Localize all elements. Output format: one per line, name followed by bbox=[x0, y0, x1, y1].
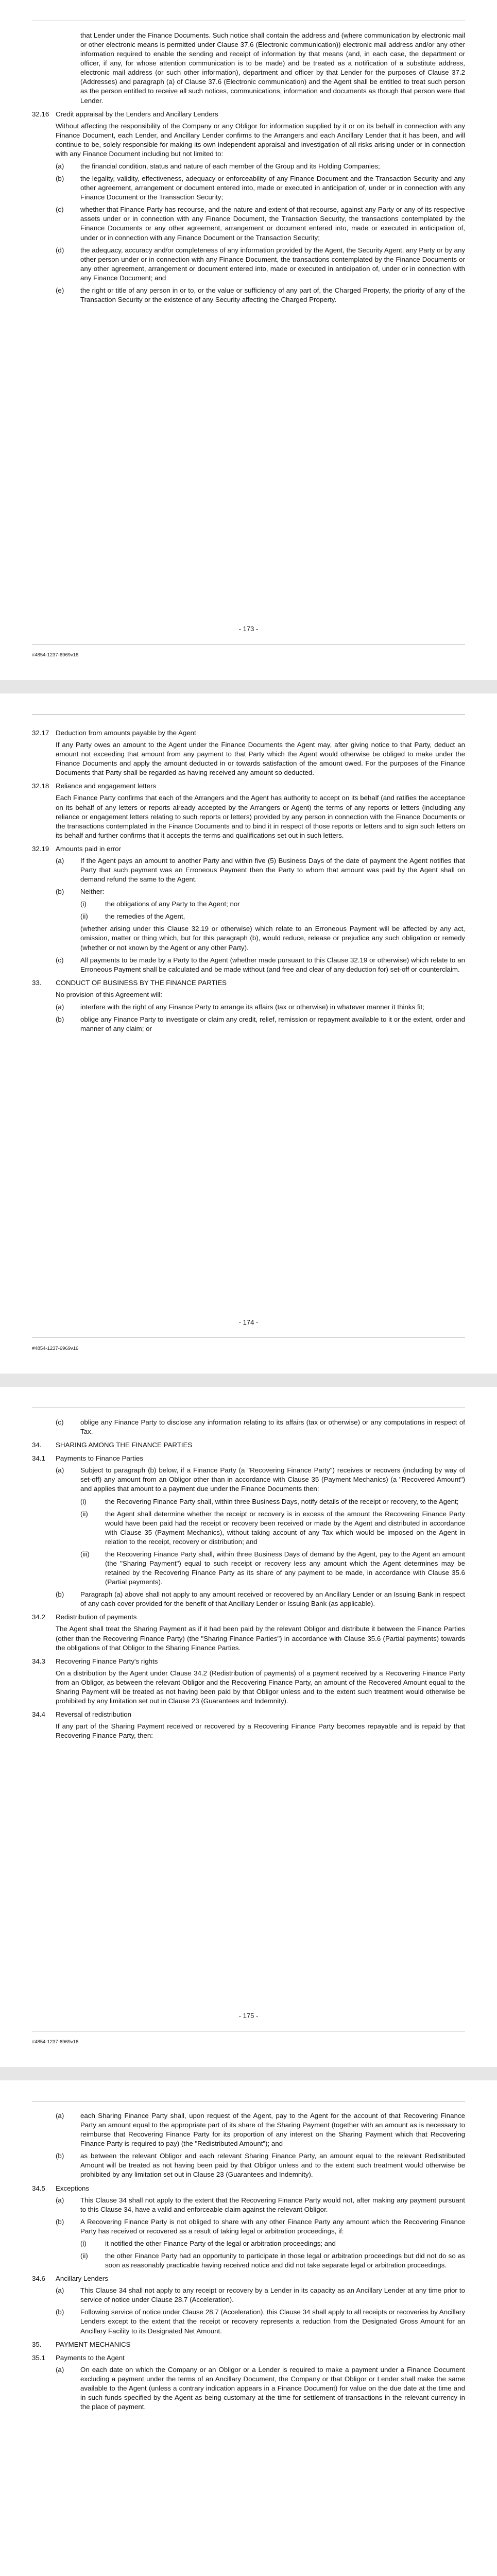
list-item: (b) the legality, validity, effectiveness, adequacy or enforceability of any Finance Document and the Transaction Security and any other agreement, arrangement or document entered into, made or executed in anticipation of, under or in connection with any Finance Document or the Transaction Security; bbox=[56, 175, 465, 201]
list-item: (b) as between the relevant Obligor and each relevant Sharing Finance Party, an amount equal to the relevant Redistributed Amount will be treated as not having been paid by that Obligor unless and to the extent such treatment would otherwise be prohibited by any limitation set out in Clause 23 (Guarantees and Indemnity). bbox=[56, 2152, 465, 2179]
clause-heading-32-19: 32.19 Amounts paid in error bbox=[32, 844, 122, 853]
list-item: (b) Following service of notice under Clause 28.7 (Acceleration), this Clause 34 shall apply to all receipts or recoveries by Ancillary Lenders except to the extent that the receipt or recovery represents a reduction from the Designated Gross Amount for an Ancillary Facility to its Designated Net Amount. bbox=[56, 2308, 465, 2335]
list-item: (a) If the Agent pays an amount to another Party and within five (5) Business Days of the date of payment the Agent notifies that Party that such payment was an Erroneous Payment then the Party to whom that amount was paid by the Agent shall on demand refund the same to the Agent. bbox=[56, 856, 465, 884]
continuation-paragraph: (whether arising under this Clause 32.19 or otherwise) which relate to an Erroneous Payment will be affected by any act, omission, matter or thing which, but for this paragraph (b), would reduce, release or prejudice any such obligation or remedy (whether or not known by the Agent or any other Party). bbox=[80, 925, 465, 952]
clause-heading-34-6: 34.6 Ancillary Lenders bbox=[32, 2275, 108, 2283]
list-item: (b) oblige any Finance Party to investigate or claim any credit, relief, remission or repayment available to it or the extent, order and manner of any claim; or bbox=[56, 1015, 465, 1033]
document-reference: #4854-1237-6969v16 bbox=[32, 652, 79, 658]
page-gap bbox=[0, 1374, 497, 1387]
list-item: (d) the adequacy, accuracy and/or completeness of any information provided by the Agent, the Security Agent, any Party or by any other person under or in connection with any Finance Document, the transactions contemplated by the Finance Documents or any other agreement, arrangement or document entered into, made or executed in anticipation of, under or in connection with any Finance Document; and bbox=[56, 246, 465, 282]
page-number: - 175 - bbox=[238, 2012, 259, 2020]
page-173 bbox=[0, 0, 497, 680]
page-content bbox=[32, 2111, 465, 2415]
sub-list-item: (i) the obligations of any Party to the Agent; nor bbox=[80, 900, 240, 908]
page-gap bbox=[0, 680, 497, 693]
sub-list-item: (ii) the other Finance Party had an opportunity to participate in those legal or arbitration proceedings but did not do so as soon as reasonably practicable having received notice and did not take separate legal or arbitration proceedings. bbox=[80, 2252, 465, 2269]
list-item: (a) On each date on which the Company or an Obligor or a Lender is required to make a payment under a Finance Document excluding a payment under the terms of an Ancillary Document, the Company or that Obligor or Lender shall make the same available to the Agent (unless a contrary indication appears in a Finance Document) for value on the due date at the time and in such funds specified by the Agent as being customary at the time for settlement of transactions in the relevant currency in the place of payment. bbox=[56, 2365, 465, 2411]
list-item: (a) each Sharing Finance Party shall, upon request of the Agent, pay to the Agent for the account of that Recovering Finance Party an amount equal to the appropriate part of its share of the Sharing Payment (together with an amount as is necessary to reimburse that Recovering Finance Party for its proportion of any interest on the Sharing Payment which that Recovering Finance Party is required to pay) (the "Redistributed Amount"); and bbox=[56, 2112, 465, 2148]
clause-paragraph: The Agent shall treat the Sharing Payment as if it had been paid by the relevant Obligor and distribute it between the Finance Parties (other than the Recovering Finance Party) (the "Sharing Finance Parties") in accordance with Clause 35.6 (Partial payments) towards the obligations of that Obligor to the Sharing Finance Parties. bbox=[56, 1625, 465, 1652]
page-bottom-rule bbox=[32, 1337, 465, 1338]
clause-heading-34-5: 34.5 Exceptions bbox=[32, 2184, 90, 2192]
list-item: (c) All payments to be made by a Party to the Agent (whether made pursuant to this Clause 32.19 or otherwise) which relate to an Erroneous Payment shall be calculated and be made without (and free and clear of any deduction for) set-off or counterclaim. bbox=[56, 956, 465, 973]
page-top-rule bbox=[32, 2101, 465, 2102]
sub-list-item: (ii) the Agent shall determine whether the receipt or recovery is in excess of the amount the Recovering Finance Party would have been paid had the receipt or recovery been received or made by the Agent and distributed in accordance with Clause 35 (Payment Mechanics), without taking account of any Tax which would be imposed on the Agent in relation to the receipt, recovery or distribution; and bbox=[80, 1510, 465, 1546]
list-item: (a) interfere with the right of any Finance Party to arrange its affairs (tax or otherwise) in whatever manner it thinks fit; bbox=[56, 1003, 424, 1011]
clause-heading-34-4: 34.4 Reversal of redistribution bbox=[32, 1710, 132, 1719]
clause-paragraph: Without affecting the responsibility of the Company or any Obligor for information supplied by it or on its behalf in connection with any Finance Document, each Lender, and Ancillary Lender confirms to the Arrangers and each Ancillary Lender that it has been, and will continue to be, solely responsible for making its own independent appraisal and investigation of all risks arising under or in connection with any Finance Document including but not limited to: bbox=[56, 122, 465, 158]
clause-heading-34-3: 34.3 Recovering Finance Party's rights bbox=[32, 1657, 158, 1665]
page-bottom-rule bbox=[32, 644, 465, 645]
list-item: (a) This Clause 34 shall not apply to any receipt or recovery by a Lender in its capacity as an Ancillary Lender at any time prior to service of notice under Clause 28.7 (Acceleration). bbox=[56, 2286, 465, 2304]
page-gap bbox=[0, 2067, 497, 2080]
page-content bbox=[32, 31, 465, 308]
page-174 bbox=[0, 693, 497, 1374]
page-top-rule bbox=[32, 714, 465, 715]
page-176 bbox=[0, 2080, 497, 2576]
list-item: (a) This Clause 34 shall not apply to the extent that the Recovering Finance Party would not, after making any payment pursuant to this Clause 34, have a valid and enforceable claim against the relevant Obligor. bbox=[56, 2196, 465, 2213]
clause-heading-35-1: 35.1 Payments to the Agent bbox=[32, 2353, 125, 2362]
clause-heading-35: 35. PAYMENT MECHANICS bbox=[32, 2340, 131, 2348]
clause-paragraph: No provision of this Agreement will: bbox=[56, 990, 162, 998]
clause-heading-32-17: 32.17 Deduction from amounts payable by the Agent bbox=[32, 729, 196, 737]
document-reference: #4854-1237-6969v16 bbox=[32, 1346, 79, 1351]
clause-heading-32-16: 32.16 Credit appraisal by the Lenders and Ancillary Lenders bbox=[32, 110, 218, 118]
clause-heading-34-2: 34.2 Redistribution of payments bbox=[32, 1613, 137, 1621]
clause-heading-33: 33. CONDUCT OF BUSINESS BY THE FINANCE PARTIES bbox=[32, 978, 227, 987]
page-content bbox=[32, 724, 465, 1037]
clause-paragraph: Each Finance Party confirms that each of the Arrangers and the Agent has authority to accept on its behalf (and ratifies the acceptance on its behalf of any letters or reports already accepted by the Arrangers or Agent) the terms of any reports or letters (including any reliance or engagement letters relating to such reports or letters) provided by any person in connection with the Finance Documents or the transactions contemplated in the Finance Documents and to bind it in respect of those reports or letters and to sign such letters on its behalf and further confirms that it accepts the terms and qualifications set out in such letters. bbox=[56, 794, 465, 839]
sub-list-item: (i) it notified the other Finance Party of the legal or arbitration proceedings; and bbox=[80, 2239, 336, 2247]
sub-list-item: (ii) the remedies of the Agent, bbox=[80, 912, 185, 921]
page-number: - 174 - bbox=[238, 1318, 259, 1326]
page-content bbox=[32, 1418, 465, 1743]
list-item: (e) the right or title of any person in or to, or the value or sufficiency of any part of, the Charged Property, the priority of any of the Transaction Security or the existence of any Security affecting the Charged Property. bbox=[56, 286, 465, 304]
clause-paragraph: If any Party owes an amount to the Agent under the Finance Documents the Agent may, after giving notice to that Party, deduct an amount not exceeding that amount from any payment to that Party which the Agent would otherwise be obliged to make under the Finance Documents and apply the amount deducted in or towards satisfaction of the amount owed. For the purposes of the Finance Documents that Party shall be regarded as having received any amount so deducted. bbox=[56, 741, 465, 777]
page-175 bbox=[0, 1387, 497, 2067]
list-item: (c) oblige any Finance Party to disclose any information relating to its affairs (tax or otherwise) or any computations in respect of Tax. bbox=[56, 1418, 465, 1436]
document-reference: #4854-1237-6969v16 bbox=[32, 2039, 79, 2045]
list-item: (b) Paragraph (a) above shall not apply to any amount received or recovered by an Ancillary Lender or an Issuing Bank in respect of any cash cover provided for the benefit of that Ancillary Lender or Issuing Bank (as applicable). bbox=[56, 1590, 465, 1608]
clause-paragraph: If any part of the Sharing Payment received or recovered by a Recovering Finance Party becomes repayable and is repaid by that Recovering Finance Party, then: bbox=[56, 1722, 465, 1740]
sub-list-item: (iii) the Recovering Finance Party shall, within three Business Days of demand by the Agent, pay to the Agent an amount (the "Sharing Payment") equal to such receipt or recovery less any amount which the Agent determines may be retained by the Recovering Finance Party as its share of any payment to be made, in accordance with Clause 35.6 (Partial payments). bbox=[80, 1550, 465, 1586]
list-item: (b) A Recovering Finance Party is not obliged to share with any other Finance Party any amount which the Recovering Finance Party has received or recovered as a result of taking legal or arbitration proceedings, if: bbox=[56, 2217, 465, 2235]
clause-paragraph: On a distribution by the Agent under Clause 34.2 (Redistribution of payments) of a payment received by a Recovering Finance Party from an Obligor, as between the relevant Obligor and the Recovering Finance Party, an amount of the Recovered Amount equal to the Sharing Payment will be treated as not having been paid by that Obligor unless and to the extent such treatment would otherwise be prohibited by any limitation set out in Clause 23 (Guarantees and Indemnity). bbox=[56, 1669, 465, 1705]
sub-list-item: (i) the Recovering Finance Party shall, within three Business Days, notify details of the receipt or recovery, to the Agent; bbox=[80, 1497, 459, 1505]
list-item: (a) Subject to paragraph (b) below, if a Finance Party (a "Recovering Finance Party") receives or recovers (including by way of set-off) any amount from an Obligor other than in accordance with Clause 35 (Payment Mechanics) (a "Recovered Amount") and applies that amount to a payment due under the Finance Documents then: bbox=[56, 1466, 465, 1493]
list-item: (b) Neither: bbox=[56, 888, 105, 896]
clause-heading-34: 34. SHARING AMONG THE FINANCE PARTIES bbox=[32, 1441, 193, 1449]
continued-paragraph: that Lender under the Finance Documents. Such notice shall contain the address and (where communication by electronic mail or other electronic means is permitted under Clause 37.6 (Electronic communication)) electronic mail address and/or any other information required to enable the sending and receipt of information by that means (and, in each case, the department or officer, if any, for whose attention communication is to be made) and be treated as a notification of a substitute address, electronic mail address (or such other information), department and officer by that Lender for the purposes of Clause 37.2 (Addresses) and paragraph (a) of Clause 37.6 (Electronic communication) and the Agent shall be entitled to treat such person as the person entitled to receive all such notices, communications, information and documents as though that person were that Lender. bbox=[80, 31, 465, 105]
list-item: (a) the financial condition, status and nature of each member of the Group and its Holding Companies; bbox=[56, 162, 380, 171]
list-item: (c) whether that Finance Party has recourse, and the nature and extent of that recourse, against any Party or any of its respective assets under or in connection with any Finance Document, the Transaction Security, the transactions contemplated by the Finance Documents or any other agreement, arrangement or document entered into, made or executed in anticipation of, under or in connection with any Finance Document or the Transaction Security; bbox=[56, 206, 465, 242]
page-number: - 173 - bbox=[238, 625, 259, 633]
clause-heading-32-18: 32.18 Reliance and engagement letters bbox=[32, 782, 157, 790]
clause-heading-34-1: 34.1 Payments to Finance Parties bbox=[32, 1454, 143, 1463]
